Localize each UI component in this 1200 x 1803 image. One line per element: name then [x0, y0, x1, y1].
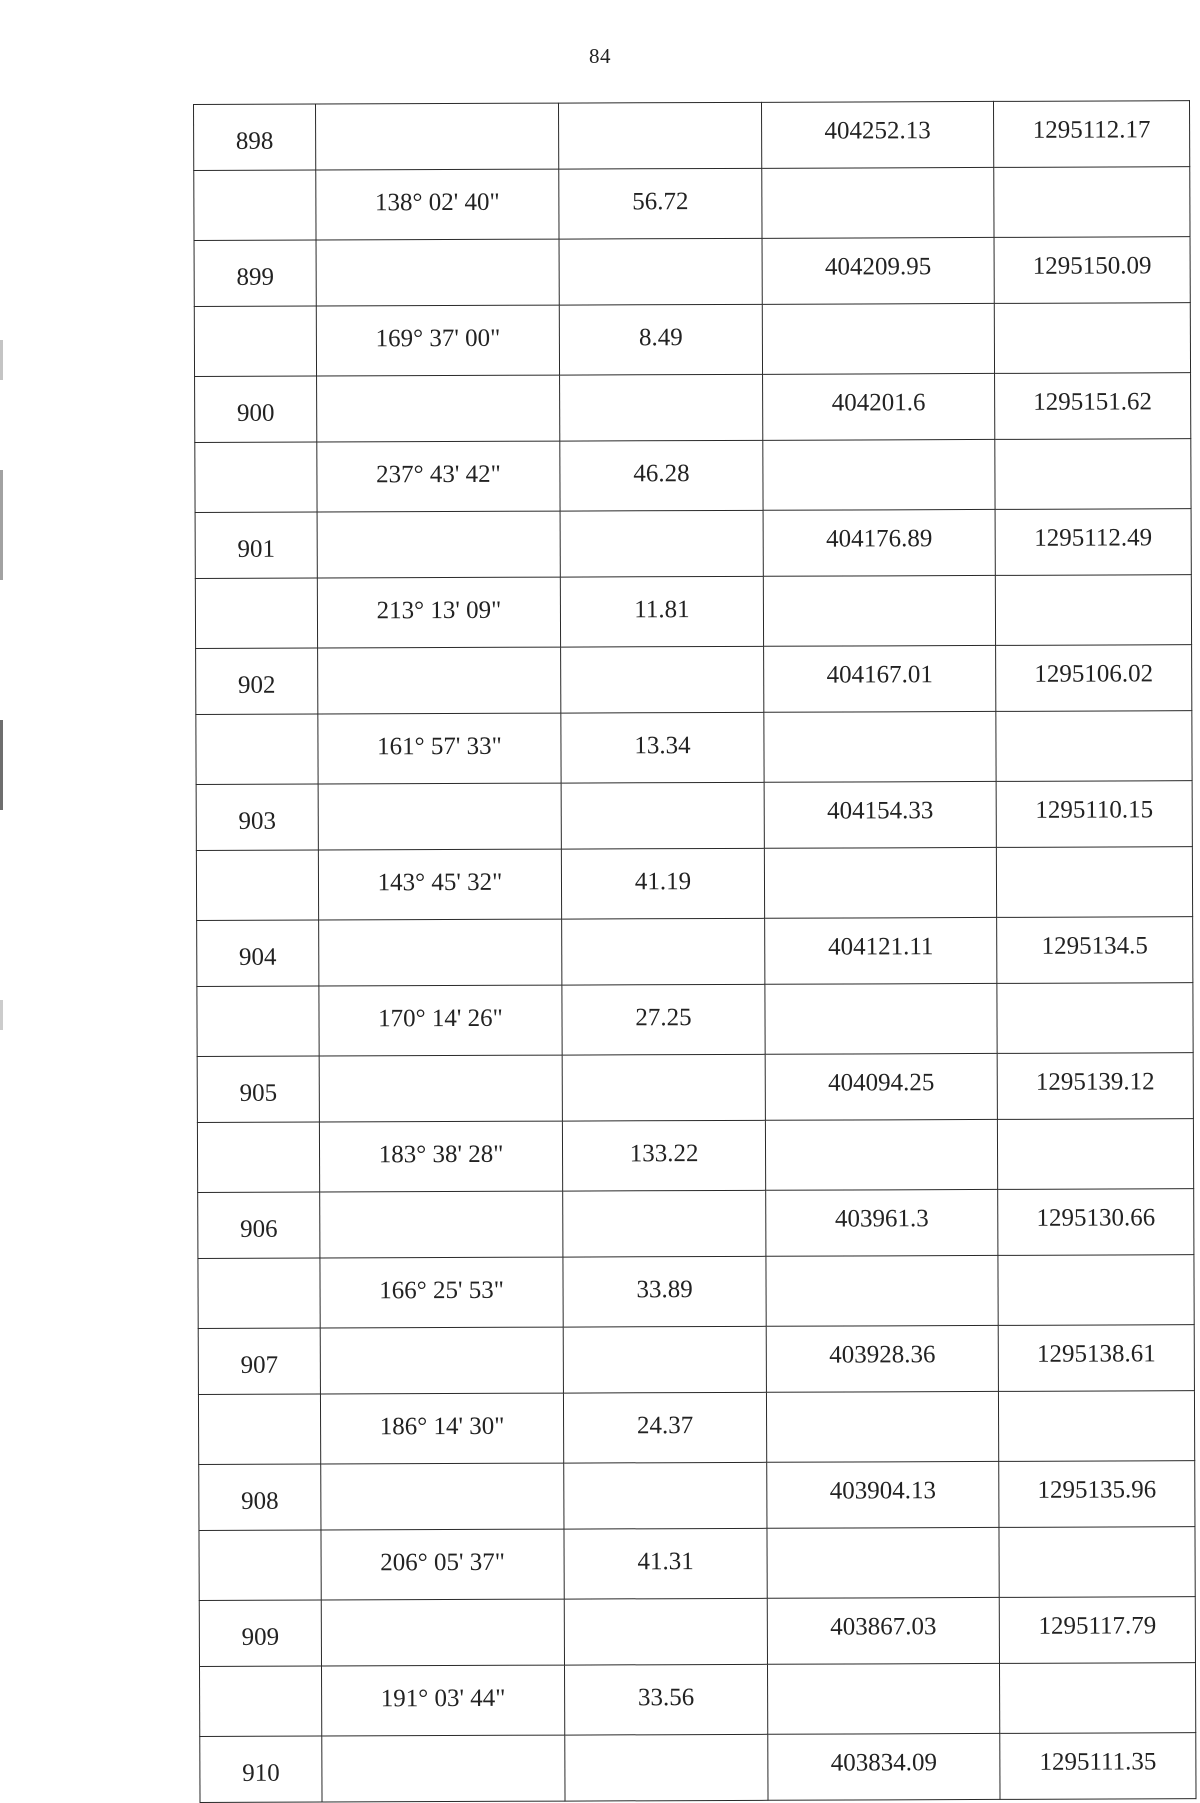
distance-cell: 46.28	[560, 440, 763, 511]
point-number-cell	[195, 578, 317, 648]
table-row-point	[194, 237, 1190, 307]
bearing-cell: 191° 03' 44"	[321, 1665, 564, 1736]
distance-cell	[560, 374, 763, 441]
point-number-cell: 903	[196, 784, 318, 850]
x-coordinate-cell	[765, 1119, 997, 1190]
point-number-cell: 904	[197, 920, 319, 986]
bearing-cell	[318, 647, 561, 714]
table-row-point	[197, 1053, 1193, 1123]
table-row-segment	[194, 167, 1190, 241]
y-coordinate-cell: 1295150.09	[994, 237, 1190, 304]
x-coordinate-cell	[762, 303, 994, 374]
distance-cell	[564, 1462, 767, 1529]
bearing-cell: 183° 38' 28"	[319, 1121, 562, 1192]
bearing-cell	[321, 1463, 564, 1530]
table-row-point	[200, 1733, 1196, 1803]
table-row-segment	[198, 1255, 1194, 1329]
y-coordinate-cell: 1295130.66	[998, 1189, 1194, 1256]
table-row-segment	[195, 575, 1191, 649]
point-number-cell: 908	[199, 1464, 321, 1530]
coordinate-table-body	[194, 101, 1197, 1803]
distance-cell	[564, 1598, 767, 1665]
bearing-cell: 143° 45' 32"	[318, 849, 561, 920]
table-row-point	[196, 781, 1192, 851]
bearing-cell: 166° 25' 53"	[320, 1257, 563, 1328]
table-row-point	[195, 373, 1191, 443]
y-coordinate-cell	[996, 711, 1192, 782]
distance-cell: 24.37	[563, 1392, 766, 1463]
point-number-cell	[197, 986, 319, 1056]
bearing-cell: 237° 43' 42"	[317, 441, 560, 512]
table-row-segment	[198, 1391, 1194, 1465]
y-coordinate-cell: 1295112.17	[993, 101, 1189, 168]
distance-cell	[562, 918, 765, 985]
coordinate-table	[193, 100, 1197, 1803]
x-coordinate-cell	[764, 847, 996, 918]
point-number-cell	[196, 850, 318, 920]
point-number-cell: 900	[195, 376, 317, 442]
bearing-cell	[320, 1191, 563, 1258]
bearing-cell: 169° 37' 00"	[316, 305, 559, 376]
table-row-segment	[199, 1663, 1195, 1737]
bearing-cell: 213° 13' 09"	[317, 577, 560, 648]
point-number-cell: 910	[200, 1736, 322, 1802]
bearing-cell	[318, 783, 561, 850]
scan-edge-mark	[0, 340, 3, 380]
distance-cell: 13.34	[561, 712, 764, 783]
distance-cell: 133.22	[562, 1120, 765, 1191]
x-coordinate-cell: 404121.11	[765, 917, 997, 984]
bearing-cell	[322, 1735, 565, 1802]
x-coordinate-cell: 403904.13	[767, 1461, 999, 1528]
distance-cell	[561, 646, 764, 713]
point-number-cell: 902	[196, 648, 318, 714]
scan-edge-mark	[0, 720, 3, 810]
y-coordinate-cell: 1295117.79	[999, 1597, 1195, 1664]
x-coordinate-cell	[767, 1527, 999, 1598]
bearing-cell: 138° 02' 40"	[316, 169, 559, 240]
x-coordinate-cell	[762, 167, 994, 238]
table-row-point	[196, 645, 1192, 715]
distance-cell: 11.81	[560, 576, 763, 647]
distance-cell	[561, 782, 764, 849]
y-coordinate-cell	[995, 575, 1191, 646]
y-coordinate-cell	[999, 1527, 1195, 1598]
bearing-cell: 161° 57' 33"	[318, 713, 561, 784]
page-number: 84	[589, 44, 611, 68]
distance-cell	[562, 1054, 765, 1121]
table-row-segment	[194, 303, 1190, 377]
distance-cell: 27.25	[562, 984, 765, 1055]
bearing-cell	[320, 1327, 563, 1394]
bearing-cell	[316, 103, 559, 170]
y-coordinate-cell	[997, 983, 1193, 1054]
y-coordinate-cell: 1295112.49	[995, 509, 1191, 576]
point-number-cell: 905	[197, 1056, 319, 1122]
distance-cell	[563, 1190, 766, 1257]
distance-cell	[563, 1326, 766, 1393]
y-coordinate-cell: 1295151.62	[995, 373, 1191, 440]
point-number-cell	[197, 1122, 319, 1192]
table-row-point	[198, 1189, 1194, 1259]
distance-cell: 33.56	[564, 1664, 767, 1735]
scan-edge-mark	[0, 470, 3, 580]
table-row-segment	[195, 439, 1191, 513]
x-coordinate-cell	[765, 983, 997, 1054]
distance-cell: 41.19	[561, 848, 764, 919]
point-number-cell	[195, 442, 317, 512]
y-coordinate-cell: 1295135.96	[999, 1461, 1195, 1528]
x-coordinate-cell: 403961.3	[766, 1189, 998, 1256]
scan-edge-mark	[0, 1000, 3, 1030]
table-row-segment	[197, 983, 1193, 1057]
bearing-cell	[316, 239, 559, 306]
y-coordinate-cell	[994, 303, 1190, 374]
x-coordinate-cell	[764, 711, 996, 782]
bearing-cell	[317, 375, 560, 442]
x-coordinate-cell	[763, 575, 995, 646]
distance-cell: 33.89	[563, 1256, 766, 1327]
table-row-point	[197, 917, 1193, 987]
y-coordinate-cell: 1295106.02	[996, 645, 1192, 712]
x-coordinate-cell: 404167.01	[764, 645, 996, 712]
x-coordinate-cell	[767, 1663, 999, 1734]
distance-cell: 56.72	[559, 168, 762, 239]
x-coordinate-cell: 403928.36	[766, 1325, 998, 1392]
point-number-cell	[194, 306, 316, 376]
x-coordinate-cell: 404209.95	[762, 237, 994, 304]
table-row-point	[199, 1597, 1195, 1667]
table-row-segment	[196, 847, 1192, 921]
point-number-cell	[198, 1394, 320, 1464]
distance-cell	[558, 102, 761, 169]
point-number-cell	[198, 1258, 320, 1328]
y-coordinate-cell	[999, 1663, 1195, 1734]
x-coordinate-cell: 404176.89	[763, 509, 995, 576]
table-row-point	[195, 509, 1191, 579]
distance-cell: 41.31	[564, 1528, 767, 1599]
y-coordinate-cell	[997, 1119, 1193, 1190]
y-coordinate-cell: 1295139.12	[997, 1053, 1193, 1120]
point-number-cell: 899	[194, 240, 316, 306]
bearing-cell	[319, 919, 562, 986]
point-number-cell	[199, 1530, 321, 1600]
point-number-cell	[199, 1666, 321, 1736]
table-row-point	[194, 101, 1190, 171]
y-coordinate-cell	[994, 167, 1190, 238]
point-number-cell: 901	[195, 512, 317, 578]
x-coordinate-cell: 404201.6	[763, 373, 995, 440]
point-number-cell: 907	[198, 1328, 320, 1394]
x-coordinate-cell: 404154.33	[764, 781, 996, 848]
point-number-cell	[196, 714, 318, 784]
y-coordinate-cell: 1295138.61	[998, 1325, 1194, 1392]
y-coordinate-cell	[995, 439, 1191, 510]
x-coordinate-cell: 404252.13	[761, 101, 993, 168]
table-row-point	[198, 1325, 1194, 1395]
y-coordinate-cell	[996, 847, 1192, 918]
y-coordinate-cell	[998, 1255, 1194, 1326]
bearing-cell	[317, 511, 560, 578]
bearing-cell	[319, 1055, 562, 1122]
point-number-cell: 898	[194, 104, 316, 170]
y-coordinate-cell: 1295134.5	[997, 917, 1193, 984]
table-row-segment	[196, 711, 1192, 785]
x-coordinate-cell: 404094.25	[765, 1053, 997, 1120]
x-coordinate-cell: 403867.03	[767, 1597, 999, 1664]
y-coordinate-cell: 1295110.15	[996, 781, 1192, 848]
x-coordinate-cell	[766, 1391, 998, 1462]
point-number-cell: 909	[199, 1600, 321, 1666]
table-row-point	[199, 1461, 1195, 1531]
bearing-cell: 170° 14' 26"	[319, 985, 562, 1056]
bearing-cell: 186° 14' 30"	[320, 1393, 563, 1464]
bearing-cell	[321, 1599, 564, 1666]
distance-cell: 8.49	[559, 304, 762, 375]
distance-cell	[565, 1734, 768, 1801]
y-coordinate-cell: 1295111.35	[1000, 1733, 1196, 1800]
table-row-segment	[197, 1119, 1193, 1193]
distance-cell	[559, 238, 762, 305]
x-coordinate-cell	[763, 439, 995, 510]
bearing-cell: 206° 05' 37"	[321, 1529, 564, 1600]
table-row-segment	[199, 1527, 1195, 1601]
point-number-cell: 906	[198, 1192, 320, 1258]
y-coordinate-cell	[998, 1391, 1194, 1462]
x-coordinate-cell: 403834.09	[768, 1733, 1000, 1800]
x-coordinate-cell	[766, 1255, 998, 1326]
point-number-cell	[194, 170, 316, 240]
distance-cell	[560, 510, 763, 577]
